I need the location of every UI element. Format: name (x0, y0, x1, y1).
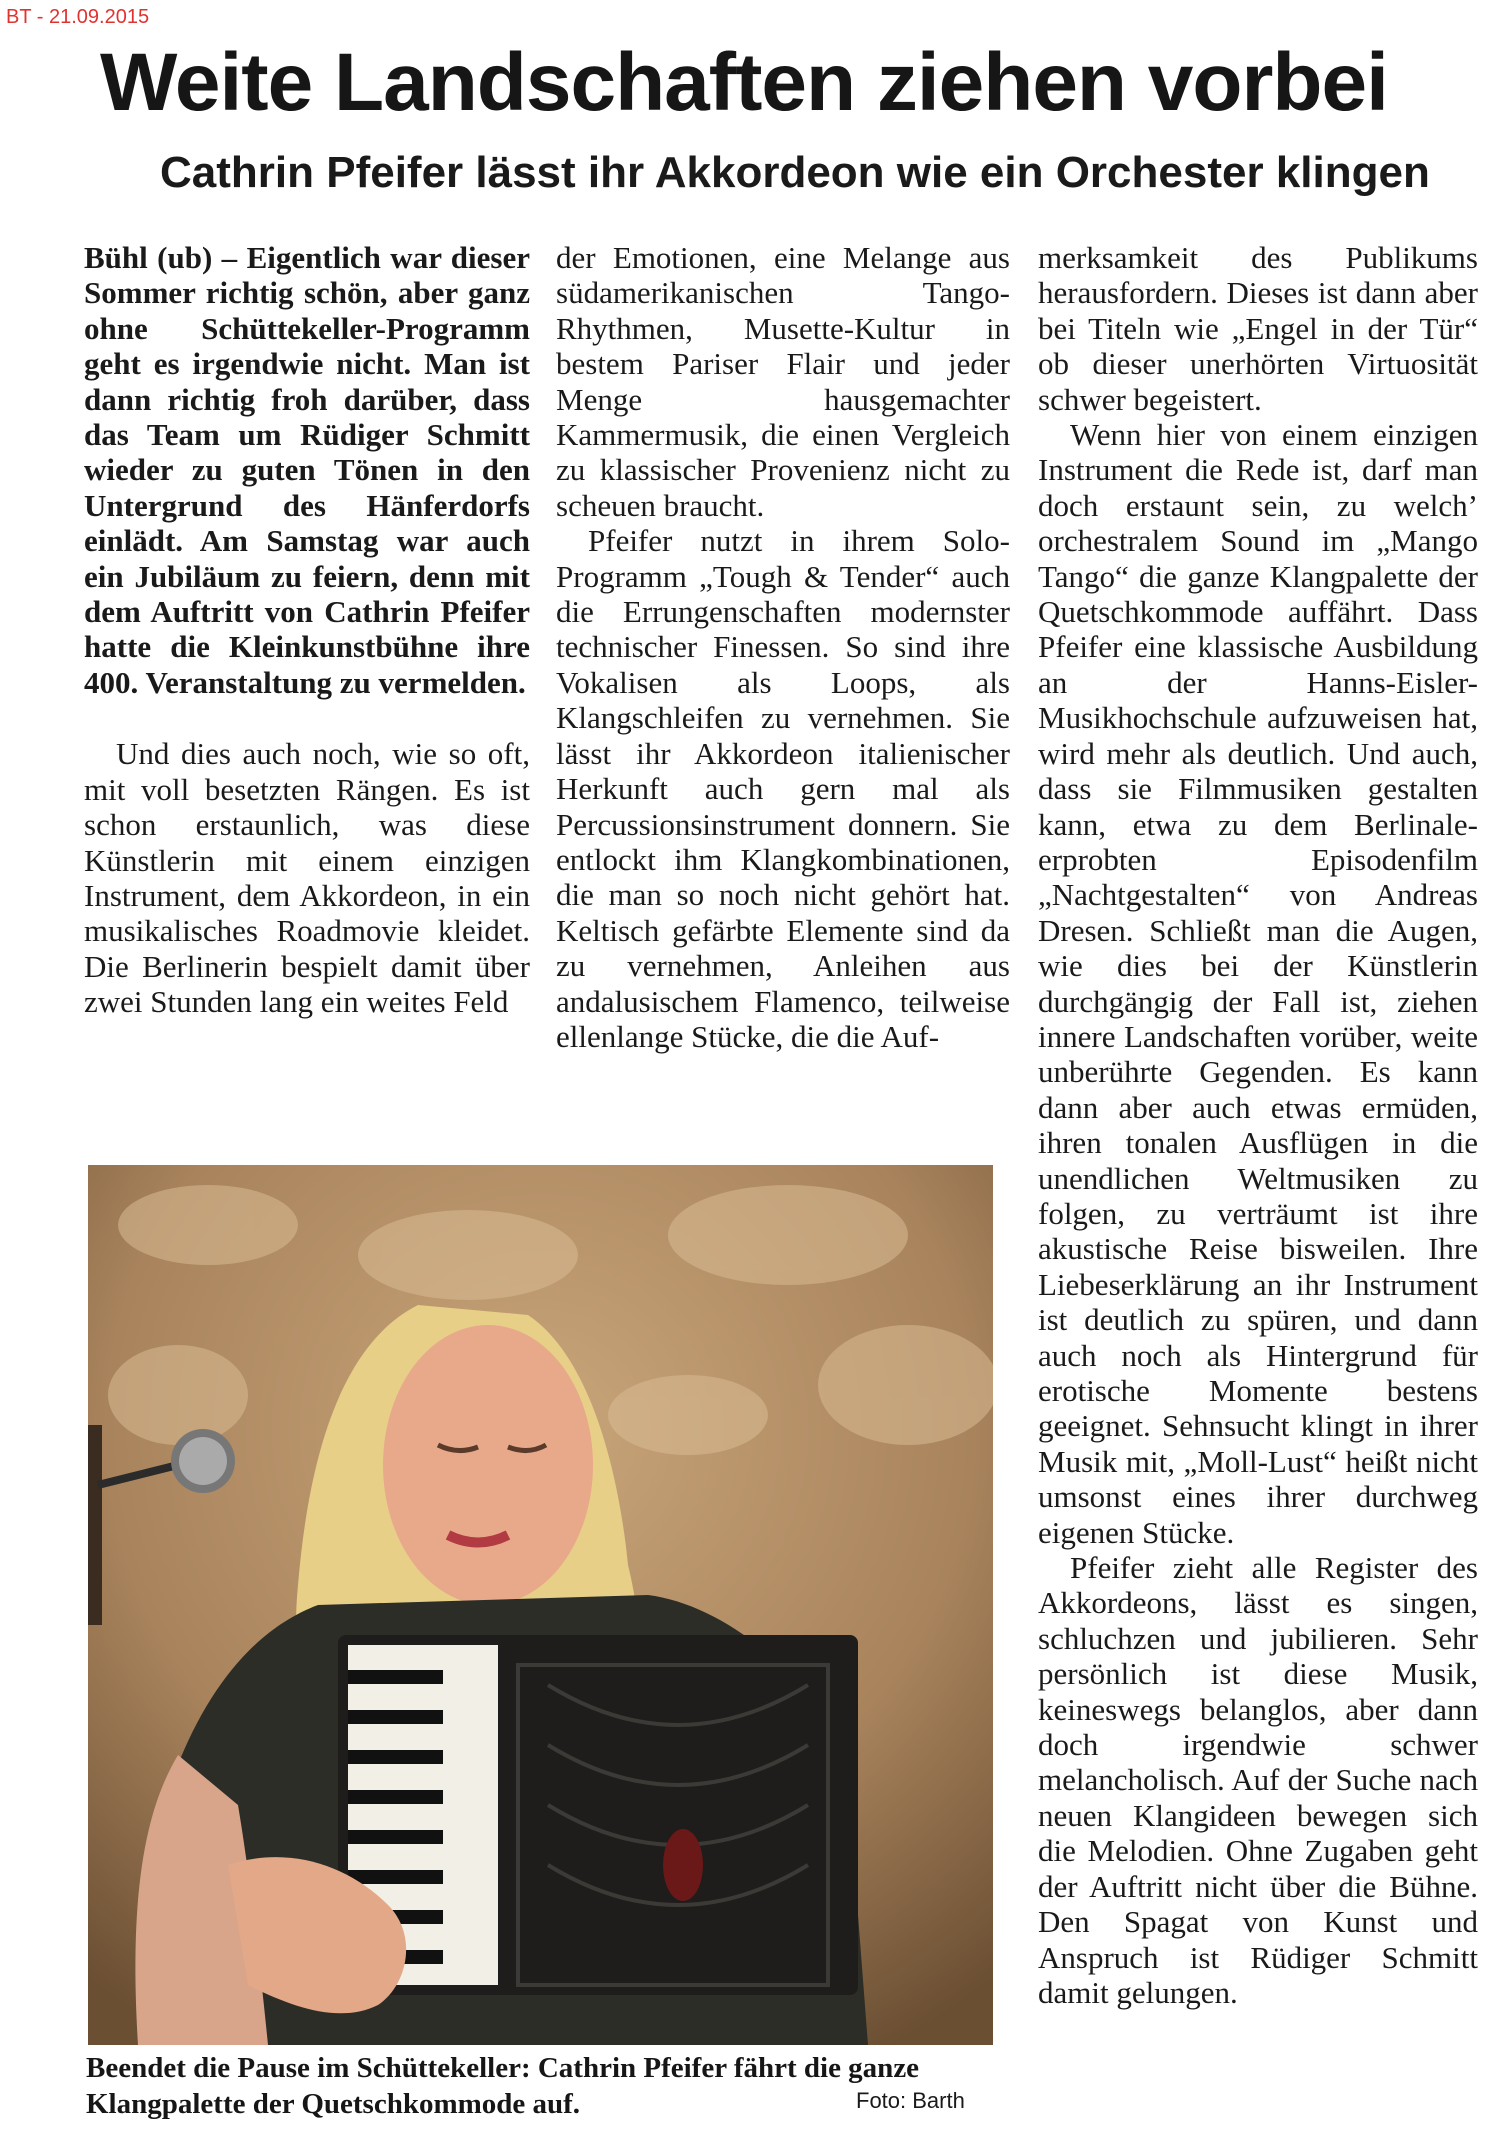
body-paragraph: Pfeifer nutzt in ihrem Solo-Programm „Tough & Tender“ auch die Errungenschaften modernster technischer Finessen. So sind ihre Vokalisen als Loops, als Klangschleifen zu vernehmen. Sie lässt ihr Akkordeon italienischer Herkunft auch gern mal als Percussionsinstrument donnern. Sie entlockt ihm Klangkombinationen, die man so noch nicht gehört hat. Keltisch gefärbte Elemente sind da zu vernehmen, Anleihen aus andalusischem Flamenco, teilweise ellenlange Stücke, die die Auf- (556, 523, 1010, 1054)
photo-caption: Beendet die Pause im Schüttekeller: Cathrin Pfeifer fährt die ganze Klangpalette der Quetschkommode auf. (86, 2052, 920, 2120)
body-paragraph: der Emotionen, eine Melange aus südamerikanischen Tango-Rhythmen, Musette-Kultur in bestem Pariser Flair und jeder Menge hausgemachter Kammermusik, die einen Vergleich zu klassischer Provenienz nicht zu scheuen braucht. (556, 240, 1010, 523)
lead-paragraph: Bühl (ub) – Eigentlich war dieser Sommer richtig schön, aber ganz ohne Schüttekeller-Programm geht es irgendwie nicht. Man ist dann richtig froh darüber, dass das Team um Rüdiger Schmitt wieder zu guten Tönen in den Untergrund des Hänferdorfs einlädt. Am Samstag war auch ein Jubiläum zu feiern, denn mit dem Auftritt von Cathrin Pfeifer hatte die Kleinkunstbühne ihre 400. Veranstaltung zu vermelden. (84, 240, 530, 700)
headline: Weite Landschaften ziehen vorbei (100, 37, 1388, 128)
source-stamp: BT - 21.09.2015 (6, 6, 150, 28)
body-paragraph: Pfeifer zieht alle Register des Akkordeons, lässt es singen, schluchzen und jubilieren. Sehr persönlich ist diese Musik, keineswegs belanglos, aber dann doch irgendwie schwer melancholisch. Auf der Suche nach neuen Klangideen bewegen sich die Melodien. Ohne Zugaben geht der Auftritt nicht über die Bühne. Den Spagat von Kunst und Anspruch ist Rüdiger Schmitt damit gelungen. (1038, 1550, 1478, 2010)
subheadline: Cathrin Pfeifer lässt ihr Akkordeon wie ein Orchester klingen (160, 148, 1430, 197)
body-paragraph: Wenn hier von einem einzigen Instrument die Rede ist, darf man doch erstaunt sein, zu welch’ orchestralem Sound im „Mango Tango“ die ganze Klangpalette der Quetschkommode auffährt. Dass Pfeifer eine klassische Ausbildung an der Hanns-Eisler-Musikhochschule aufzuweisen hat, wird mehr als deutlich. Und auch, dass sie Filmmusiken gestalten kann, etwa zu dem Berlinale-erprobten Episodenfilm „Nachtgestalten“ von Andreas Dresen. Schließt man die Augen, wie dies bei der Künstlerin durchgängig der Fall ist, ziehen innere Landschaften vorüber, weite unberührte Gegenden. Es kann dann aber auch etwas ermüden, ihren tonalen Ausflügen in die unendlichen Weltmusiken zu folgen, zu verträumt ist ihre akustische Reise bisweilen. Ihre Liebeserklärung an ihr Instrument ist deutlich zu spüren, und dann auch noch als Hintergrund für erotische Momente bestens geeignet. Sehnsucht klingt in ihrer Musik mit, „Moll-Lust“ heißt nicht umsonst eines ihrer durchweg eigenen Stücke. (1038, 417, 1478, 1550)
photo-credit: Foto: Barth (856, 2088, 965, 2113)
article-photo (88, 1165, 993, 2045)
article-column-1 (84, 240, 530, 1020)
body-paragraph: Und dies auch noch, wie so oft, mit voll besetzten Rängen. Es ist schon erstaunlich, was diese Künstlerin mit einem einzigen Instrument, dem Akkordeon, in ein musikalisches Roadmovie kleidet. Die Berlinerin bespielt damit über zwei Stunden lang ein weites Feld (84, 736, 530, 1020)
body-paragraph: merksamkeit des Publikums herausfordern. Dieses ist dann aber bei Titeln wie „Engel in der Tür“ ob dieser unerhörten Virtuosität schwer begeistert. (1038, 240, 1478, 417)
article-column-3 (1038, 240, 1478, 2120)
article-column-2 (556, 240, 1010, 1054)
photo-accordion-player-illustration (88, 1165, 993, 2045)
